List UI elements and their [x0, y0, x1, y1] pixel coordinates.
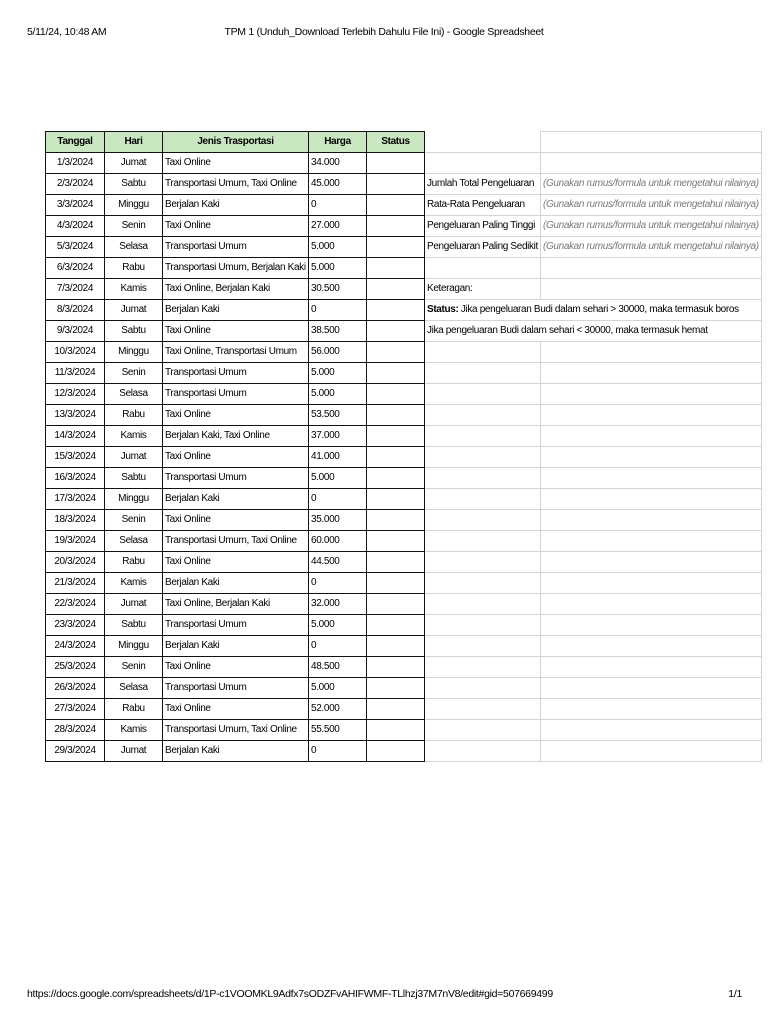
cell-jenis[interactable]: Taxi Online, Transportasi Umum [163, 342, 309, 363]
cell-harga[interactable]: 5.000 [309, 678, 367, 699]
cell-status[interactable] [367, 552, 425, 573]
summary-label: Pengeluaran Paling Tinggi [425, 216, 541, 237]
cell-tanggal[interactable]: 10/3/2024 [46, 342, 105, 363]
cell-status[interactable] [367, 237, 425, 258]
cell-tanggal[interactable]: 1/3/2024 [46, 153, 105, 174]
cell-harga[interactable]: 0 [309, 195, 367, 216]
column-header-tanggal[interactable]: Tanggal [46, 132, 105, 153]
side-cell[interactable] [540, 615, 761, 636]
cell-jenis[interactable]: Taxi Online, Berjalan Kaki [163, 594, 309, 615]
table-body [46, 153, 762, 762]
table-row [46, 384, 762, 405]
cell-status[interactable] [367, 174, 425, 195]
cell-jenis[interactable]: Berjalan Kaki [163, 195, 309, 216]
cell-hari[interactable]: Selasa [105, 531, 163, 552]
cell-jenis[interactable]: Taxi Online [163, 405, 309, 426]
side-cell[interactable] [540, 447, 761, 468]
cell-harga[interactable]: 55.500 [309, 720, 367, 741]
cell-jenis[interactable]: Taxi Online, Berjalan Kaki [163, 279, 309, 300]
cell-harga[interactable]: 35.000 [309, 510, 367, 531]
side-cell[interactable] [540, 342, 761, 363]
table-row [46, 321, 762, 342]
cell-tanggal[interactable]: 6/3/2024 [46, 258, 105, 279]
side-cell[interactable] [425, 405, 541, 426]
cell-jenis[interactable]: Transportasi Umum, Taxi Online [163, 174, 309, 195]
cell-jenis[interactable]: Berjalan Kaki [163, 741, 309, 762]
cell-status[interactable] [367, 342, 425, 363]
cell-hari[interactable]: Rabu [105, 552, 163, 573]
cell-hari[interactable]: Selasa [105, 384, 163, 405]
cell-tanggal[interactable]: 11/3/2024 [46, 363, 105, 384]
cell-jenis[interactable]: Taxi Online [163, 657, 309, 678]
cell-hari[interactable]: Minggu [105, 195, 163, 216]
table-row [46, 363, 762, 384]
cell-tanggal[interactable]: 20/3/2024 [46, 552, 105, 573]
cell-status[interactable] [367, 468, 425, 489]
notes-line-2: Jika pengeluaran Budi dalam sehari < 30000, maka termasuk hemat [425, 321, 762, 342]
cell-jenis[interactable]: Berjalan Kaki [163, 573, 309, 594]
cell-hari[interactable]: Rabu [105, 405, 163, 426]
summary-label: Jumlah Total Pengeluaran [425, 174, 541, 195]
cell-jenis[interactable]: Taxi Online [163, 699, 309, 720]
table-row [46, 195, 762, 216]
cell-hari[interactable]: Kamis [105, 573, 163, 594]
cell-harga[interactable]: 5.000 [309, 384, 367, 405]
cell-hari[interactable]: Senin [105, 216, 163, 237]
side-cell[interactable] [425, 615, 541, 636]
cell-jenis[interactable]: Transportasi Umum [163, 384, 309, 405]
side-cell[interactable] [425, 342, 541, 363]
side-cell[interactable] [540, 741, 761, 762]
side-cell[interactable] [540, 552, 761, 573]
cell-tanggal[interactable]: 7/3/2024 [46, 279, 105, 300]
cell-hari[interactable]: Selasa [105, 237, 163, 258]
cell-hari[interactable]: Kamis [105, 279, 163, 300]
side-cell[interactable] [425, 573, 541, 594]
cell-status[interactable] [367, 426, 425, 447]
cell-tanggal[interactable]: 22/3/2024 [46, 594, 105, 615]
cell-tanggal[interactable]: 28/3/2024 [46, 720, 105, 741]
cell-status[interactable] [367, 531, 425, 552]
cell-hari[interactable]: Kamis [105, 426, 163, 447]
cell-tanggal[interactable]: 18/3/2024 [46, 510, 105, 531]
side-cell[interactable] [425, 468, 541, 489]
side-cell[interactable] [540, 426, 761, 447]
cell-tanggal[interactable]: 5/3/2024 [46, 237, 105, 258]
cell-status[interactable] [367, 636, 425, 657]
table-row [46, 258, 762, 279]
cell-harga[interactable]: 34.000 [309, 153, 367, 174]
cell-jenis[interactable]: Transportasi Umum, Taxi Online [163, 531, 309, 552]
cell-harga[interactable]: 37.000 [309, 426, 367, 447]
table-row [46, 552, 762, 573]
cell-hari[interactable]: Rabu [105, 699, 163, 720]
side-cell[interactable] [540, 531, 761, 552]
table-row [46, 405, 762, 426]
cell-status[interactable] [367, 720, 425, 741]
cell-tanggal[interactable]: 3/3/2024 [46, 195, 105, 216]
side-cell[interactable] [425, 426, 541, 447]
cell-status[interactable] [367, 300, 425, 321]
side-cell[interactable] [425, 699, 541, 720]
table-row [46, 510, 762, 531]
cell-jenis[interactable]: Transportasi Umum, Taxi Online [163, 720, 309, 741]
column-header-harga[interactable]: Harga [309, 132, 367, 153]
side-cell[interactable] [425, 636, 541, 657]
table-row [46, 489, 762, 510]
cell-status[interactable] [367, 594, 425, 615]
cell-tanggal[interactable]: 21/3/2024 [46, 573, 105, 594]
side-cell[interactable] [540, 720, 761, 741]
cell-harga[interactable]: 5.000 [309, 615, 367, 636]
cell-jenis[interactable]: Taxi Online [163, 321, 309, 342]
cell-status[interactable] [367, 741, 425, 762]
cell-harga[interactable]: 5.000 [309, 363, 367, 384]
notes-line-1: Jika pengeluaran Budi dalam sehari > 30000, maka termasuk boros [460, 304, 739, 315]
cell-status[interactable] [367, 153, 425, 174]
cell-status[interactable] [367, 384, 425, 405]
side-cell[interactable] [425, 153, 541, 174]
cell-hari[interactable]: Minggu [105, 636, 163, 657]
table-row [46, 174, 762, 195]
side-cell[interactable] [425, 510, 541, 531]
table-row [46, 237, 762, 258]
cell-jenis[interactable]: Berjalan Kaki [163, 636, 309, 657]
notes-title: Keteragan: [425, 279, 541, 300]
cell-harga[interactable]: 0 [309, 636, 367, 657]
side-cell[interactable] [540, 258, 761, 279]
table-row [46, 426, 762, 447]
summary-value-cell[interactable]: (Gunakan rumus/formula untuk mengetahui nilainya) [540, 216, 761, 237]
cell-tanggal[interactable]: 24/3/2024 [46, 636, 105, 657]
cell-hari[interactable]: Jumat [105, 447, 163, 468]
cell-hari[interactable]: Sabtu [105, 468, 163, 489]
side-cell[interactable] [540, 384, 761, 405]
cell-tanggal[interactable]: 17/3/2024 [46, 489, 105, 510]
cell-tanggal[interactable]: 26/3/2024 [46, 678, 105, 699]
cell-jenis[interactable]: Transportasi Umum, Berjalan Kaki [163, 258, 309, 279]
print-datetime: 5/11/24, 10:48 AM [27, 26, 107, 38]
cell-hari[interactable]: Minggu [105, 342, 163, 363]
side-cell[interactable] [425, 447, 541, 468]
page-number: 1/1 [728, 988, 742, 1000]
cell-hari[interactable]: Sabtu [105, 174, 163, 195]
table-row [46, 615, 762, 636]
side-cell[interactable] [540, 594, 761, 615]
cell-jenis[interactable]: Berjalan Kaki [163, 489, 309, 510]
cell-status[interactable] [367, 216, 425, 237]
cell-hari[interactable]: Sabtu [105, 615, 163, 636]
side-cell[interactable] [425, 594, 541, 615]
side-cell[interactable] [540, 510, 761, 531]
cell-status[interactable] [367, 447, 425, 468]
cell-status[interactable] [367, 363, 425, 384]
document-title: TPM 1 (Unduh_Download Terlebih Dahulu File Ini) - Google Spreadsheet [224, 26, 544, 38]
spreadsheet-table [45, 131, 762, 762]
summary-label: Rata-Rata Pengeluaran [425, 195, 541, 216]
table-row [46, 153, 762, 174]
cell-harga[interactable]: 52.000 [309, 699, 367, 720]
cell-hari[interactable]: Sabtu [105, 321, 163, 342]
notes-status-label: Status: [427, 304, 459, 315]
cell-hari[interactable]: Kamis [105, 720, 163, 741]
cell-tanggal[interactable]: 4/3/2024 [46, 216, 105, 237]
table-row [46, 342, 762, 363]
summary-label: Pengeluaran Paling Sedikit [425, 237, 541, 258]
side-cell[interactable] [425, 531, 541, 552]
cell-jenis[interactable]: Taxi Online [163, 510, 309, 531]
cell-harga[interactable]: 44.500 [309, 552, 367, 573]
cell-jenis[interactable]: Transportasi Umum [163, 468, 309, 489]
column-header-status[interactable]: Status [367, 132, 425, 153]
cell-harga[interactable]: 27.000 [309, 216, 367, 237]
cell-status[interactable] [367, 699, 425, 720]
cell-hari[interactable]: Jumat [105, 300, 163, 321]
side-cell[interactable] [425, 552, 541, 573]
side-cell[interactable] [540, 153, 761, 174]
side-cell[interactable] [425, 363, 541, 384]
summary-value-cell[interactable]: (Gunakan rumus/formula untuk mengetahui nilainya) [540, 237, 761, 258]
side-cell[interactable] [540, 699, 761, 720]
summary-value-cell[interactable]: (Gunakan rumus/formula untuk mengetahui nilainya) [540, 195, 761, 216]
side-cell[interactable] [425, 720, 541, 741]
table-row [46, 573, 762, 594]
side-cell[interactable] [540, 573, 761, 594]
table-row [46, 594, 762, 615]
cell-status[interactable] [367, 657, 425, 678]
cell-jenis[interactable]: Taxi Online [163, 153, 309, 174]
cell-jenis[interactable]: Taxi Online [163, 447, 309, 468]
cell-harga[interactable]: 41.000 [309, 447, 367, 468]
cell-tanggal[interactable]: 2/3/2024 [46, 174, 105, 195]
summary-value-cell[interactable]: (Gunakan rumus/formula untuk mengetahui nilainya) [540, 174, 761, 195]
cell-status[interactable] [367, 489, 425, 510]
cell-jenis[interactable]: Transportasi Umum [163, 678, 309, 699]
cell-harga[interactable]: 0 [309, 300, 367, 321]
side-cell[interactable] [540, 657, 761, 678]
cell-jenis[interactable]: Berjalan Kaki, Taxi Online [163, 426, 309, 447]
cell-hari[interactable]: Senin [105, 363, 163, 384]
cell-harga[interactable]: 45.000 [309, 174, 367, 195]
column-header-jenis[interactable]: Jenis Trasportasi [163, 132, 309, 153]
cell-jenis[interactable]: Taxi Online [163, 552, 309, 573]
side-cell[interactable] [425, 384, 541, 405]
table-row [46, 216, 762, 237]
cell-hari[interactable]: Senin [105, 510, 163, 531]
cell-tanggal[interactable]: 12/3/2024 [46, 384, 105, 405]
cell-tanggal[interactable]: 25/3/2024 [46, 657, 105, 678]
cell-status[interactable] [367, 678, 425, 699]
cell-hari[interactable]: Jumat [105, 741, 163, 762]
side-cell[interactable] [425, 657, 541, 678]
cell-tanggal[interactable]: 16/3/2024 [46, 468, 105, 489]
cell-harga[interactable]: 60.000 [309, 531, 367, 552]
table-row [46, 720, 762, 741]
cell-status[interactable] [367, 321, 425, 342]
table-row [46, 636, 762, 657]
table-row [46, 741, 762, 762]
table-row [46, 678, 762, 699]
cell-tanggal[interactable]: 15/3/2024 [46, 447, 105, 468]
cell-tanggal[interactable]: 23/3/2024 [46, 615, 105, 636]
cell-harga[interactable]: 5.000 [309, 258, 367, 279]
cell-hari[interactable]: Jumat [105, 594, 163, 615]
side-cell[interactable] [540, 678, 761, 699]
cell-jenis[interactable]: Taxi Online [163, 216, 309, 237]
cell-tanggal[interactable]: 8/3/2024 [46, 300, 105, 321]
cell-harga[interactable]: 30.500 [309, 279, 367, 300]
cell-harga[interactable]: 32.000 [309, 594, 367, 615]
cell-status[interactable] [367, 258, 425, 279]
side-cell[interactable] [425, 678, 541, 699]
cell-harga[interactable]: 5.000 [309, 468, 367, 489]
cell-status[interactable] [367, 510, 425, 531]
table-row [46, 300, 762, 321]
side-cell[interactable] [425, 258, 541, 279]
header-row [46, 132, 762, 153]
cell-tanggal[interactable]: 27/3/2024 [46, 699, 105, 720]
cell-jenis[interactable]: Transportasi Umum [163, 237, 309, 258]
cell-hari[interactable]: Rabu [105, 258, 163, 279]
table-row [46, 531, 762, 552]
cell-jenis[interactable]: Transportasi Umum [163, 615, 309, 636]
side-cell[interactable] [540, 636, 761, 657]
table-row [46, 468, 762, 489]
cell-hari[interactable]: Minggu [105, 489, 163, 510]
side-cell[interactable] [540, 363, 761, 384]
cell-jenis[interactable]: Berjalan Kaki [163, 300, 309, 321]
table-row [46, 657, 762, 678]
cell-harga[interactable]: 48.500 [309, 657, 367, 678]
side-cell[interactable] [425, 741, 541, 762]
cell-tanggal[interactable]: 14/3/2024 [46, 426, 105, 447]
cell-tanggal[interactable]: 19/3/2024 [46, 531, 105, 552]
cell-status[interactable] [367, 405, 425, 426]
cell-harga[interactable]: 53.500 [309, 405, 367, 426]
cell-harga[interactable]: 38.500 [309, 321, 367, 342]
cell-tanggal[interactable]: 13/3/2024 [46, 405, 105, 426]
side-cell[interactable] [425, 489, 541, 510]
side-cell[interactable] [540, 132, 761, 153]
column-header-hari[interactable]: Hari [105, 132, 163, 153]
side-cell[interactable] [540, 489, 761, 510]
cell-hari[interactable]: Senin [105, 657, 163, 678]
cell-status[interactable] [367, 615, 425, 636]
cell-tanggal[interactable]: 9/3/2024 [46, 321, 105, 342]
table-row [46, 699, 762, 720]
cell-harga[interactable]: 0 [309, 573, 367, 594]
side-cell[interactable] [425, 132, 541, 153]
side-cell[interactable] [540, 468, 761, 489]
page-url: https://docs.google.com/spreadsheets/d/1P-c1VOOMKL9Adfx7sODZFvAHIFWMF-TLlhzj37M7nV8/edit#gid=507669499 [27, 988, 553, 1000]
cell-status[interactable] [367, 279, 425, 300]
table-row [46, 447, 762, 468]
cell-jenis[interactable]: Transportasi Umum [163, 363, 309, 384]
cell-status[interactable] [367, 573, 425, 594]
cell-harga[interactable]: 56.000 [309, 342, 367, 363]
cell-status[interactable] [367, 195, 425, 216]
cell-hari[interactable]: Selasa [105, 678, 163, 699]
cell-harga[interactable]: 5.000 [309, 237, 367, 258]
cell-harga[interactable]: 0 [309, 741, 367, 762]
cell-hari[interactable]: Jumat [105, 153, 163, 174]
table-row [46, 279, 762, 300]
notes-status-line [425, 300, 762, 321]
cell-harga[interactable]: 0 [309, 489, 367, 510]
side-cell[interactable] [540, 279, 761, 300]
side-cell[interactable] [540, 405, 761, 426]
cell-tanggal[interactable]: 29/3/2024 [46, 741, 105, 762]
